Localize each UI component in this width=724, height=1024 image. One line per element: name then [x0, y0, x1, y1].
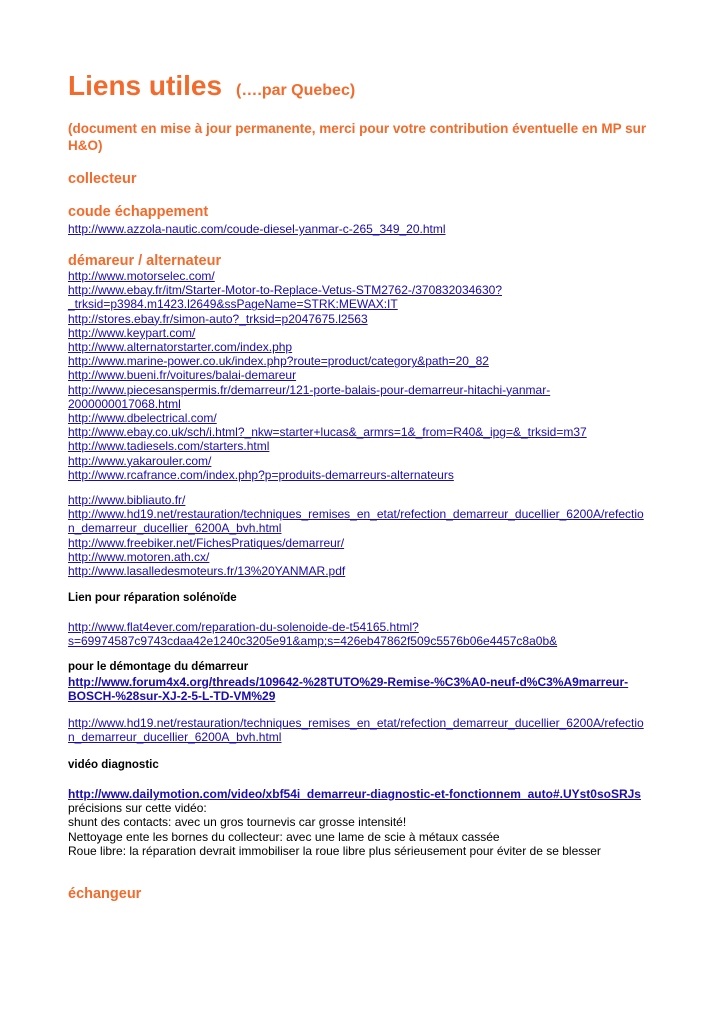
title-sub: (….par Quebec)	[236, 82, 356, 99]
link[interactable]: 2000000017068.html	[68, 396, 181, 411]
link[interactable]: n_demarreur_ducellier_6200A_bvh.html	[68, 730, 282, 745]
link[interactable]: s=69974587c9743cdaa42e1240c3205e91&amp;s=426eb47862f509c5576b06e4457c8a0b&	[68, 634, 558, 649]
video-note: précisions sur cette vidéo:	[68, 801, 207, 816]
coude-links	[68, 222, 668, 236]
link[interactable]: http://www.marine-power.co.uk/index.php?route=product/category&path=20_82	[68, 354, 489, 369]
demontage-label: pour le démontage du démarreur	[68, 661, 249, 673]
solenoide-links	[68, 620, 668, 648]
link[interactable]: http://www.hd19.net/restauration/techniques_remises_en_etat/refection_demarreur_ducellier_6200A/refectio	[68, 507, 644, 522]
link[interactable]: http://www.bueni.fr/voitures/balai-demareur	[68, 368, 297, 383]
link[interactable]: http://www.forum4x4.org/threads/109642-%28TUTO%29-Remise-%C3%A0-neuf-d%C3%A9marreur-	[68, 675, 629, 689]
link[interactable]: http://www.bibliauto.fr/	[68, 493, 186, 507]
link[interactable]: http://www.rcafrance.com/index.php?p=produits-demarreurs-alternateurs	[68, 467, 454, 482]
video-link[interactable]: http://www.dailymotion.com/video/xbf54i_demarreur-diagnostic-et-fonctionnem_auto#.UYst0soSRJs	[68, 787, 641, 801]
link[interactable]: http://stores.ebay.fr/simon-auto?_trksid=p2047675.l2563	[68, 311, 368, 326]
link[interactable]: http://www.ebay.co.uk/sch/i.html?_nkw=starter+lucas&_armrs=1&_from=R40&_ipg=&_trksid=m37	[68, 425, 587, 440]
link[interactable]: http://www.lasalledesmoteurs.fr/13%20YANMAR.pdf	[68, 564, 346, 579]
page-title	[68, 70, 355, 102]
link[interactable]: n_demarreur_ducellier_6200A_bvh.html	[68, 521, 282, 536]
heading-coude: coude échappement	[68, 204, 209, 220]
link[interactable]: http://www.flat4ever.com/reparation-du-solenoide-de-t54165.html?	[68, 620, 419, 634]
link[interactable]: http://www.dbelectrical.com/	[68, 411, 217, 426]
video-note: Roue libre: la réparation devrait immobiliser la roue libre plus sérieusement pour éviter de se blesser	[68, 843, 601, 858]
heading-demarreur: démareur / alternateur	[68, 253, 222, 269]
demontage-links	[68, 675, 668, 703]
solenoide-label: Lien pour réparation solénoïde	[68, 592, 237, 604]
link[interactable]: http://www.freebiker.net/FichesPratiques/demarreur/	[68, 535, 345, 550]
intro-text: (document en mise à jour permanente, merci pour votre contribution éventuelle en MP sur H&O)	[68, 121, 647, 153]
link[interactable]: http://www.keypart.com/	[68, 325, 196, 340]
link[interactable]: http://www.ebay.fr/itm/Starter-Motor-to-Replace-Vetus-STM2762-/370832034630?	[68, 283, 502, 298]
video-note: shunt des contacts: avec un gros tournevis car grosse intensité!	[68, 815, 407, 830]
link[interactable]: _trksid=p3984.m1423.l2649&ssPageName=STRK:MEWAX:IT	[68, 297, 398, 312]
link[interactable]: BOSCH-%28sur-XJ-2-5-L-TD-VM%29	[68, 689, 276, 704]
link[interactable]: http://www.alternatorstarter.com/index.php	[68, 340, 293, 355]
link[interactable]: http://www.motoren.ath.cx/	[68, 549, 210, 564]
demontage-links-2	[68, 716, 668, 744]
demarreur-links-1	[68, 269, 668, 482]
heading-echangeur: échangeur	[68, 886, 142, 902]
link[interactable]: http://www.tadiesels.com/starters.html	[68, 439, 270, 454]
link[interactable]: http://www.motorselec.com/	[68, 269, 215, 283]
link[interactable]: http://www.piecesanspermis.fr/demarreur/121-porte-balais-pour-demarreur-hitachi-yanmar-	[68, 382, 551, 397]
link[interactable]: http://www.hd19.net/restauration/techniques_remises_en_etat/refection_demarreur_ducellier_6200A/refectio	[68, 716, 644, 730]
video-label: vidéo diagnostic	[68, 759, 159, 771]
title-main: Liens utiles	[68, 70, 223, 101]
link[interactable]: http://www.yakarouler.com/	[68, 453, 212, 468]
video-note: Nettoyage ente les bornes du collecteur: avec une lame de scie à métaux cassée	[68, 829, 500, 844]
link[interactable]: http://www.azzola-nautic.com/coude-diesel-yanmar-c-265_349_20.html	[68, 222, 446, 236]
demarreur-links-2	[68, 493, 668, 578]
heading-collecteur: collecteur	[68, 171, 137, 187]
video-block	[68, 787, 668, 858]
